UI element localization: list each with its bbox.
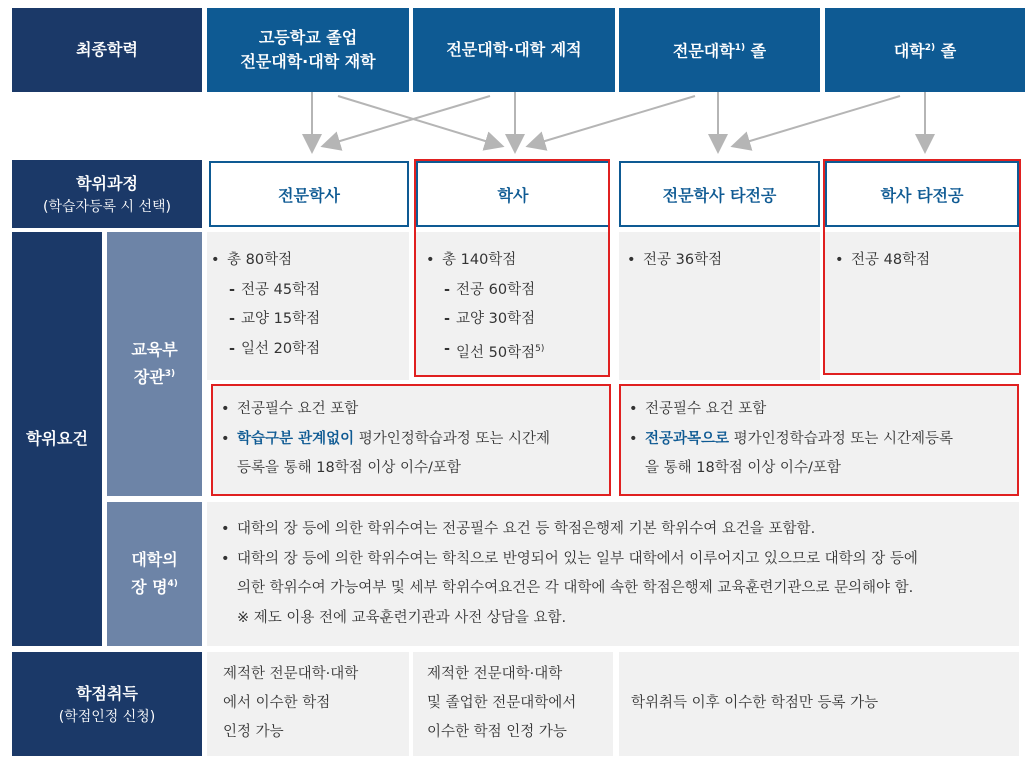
header-univ-grad-label — [894, 36, 956, 63]
univ-note-3: ※ 제도 이용 전에 교육훈련기관과 사전 상담을 요함. — [237, 609, 567, 626]
ministry-label-line1: 교육부 — [131, 340, 178, 360]
left-note-rest: 평가인정학습과정 또는 시간제 — [354, 430, 551, 447]
left-note-line1: • 전공필수 요건 포함 — [217, 395, 609, 425]
header-univ-text: 대학 — [893, 41, 925, 61]
course-associate[interactable] — [209, 161, 409, 227]
credit-c2-line1: 제적한 전문대학·대학 — [427, 666, 563, 682]
right-note-line3: 을 통해 18학점 이상 이수/포함 — [645, 460, 841, 476]
right-note-highlight: 전공과목으로 — [645, 430, 730, 447]
header-dropout-label: 전문대학·대학 제적 — [446, 40, 582, 59]
credit-header — [12, 652, 202, 756]
ministry-label-cell — [107, 232, 202, 496]
bach-general-text: 일선 50학점 — [456, 344, 536, 361]
degree-course-header — [12, 160, 202, 228]
final-education-label: 최종학력 — [76, 40, 138, 59]
univ-sup: 4) — [167, 579, 178, 590]
credit-sub: (학점인정 신청) — [58, 709, 156, 725]
univ-note-2a: • 대학의 장 등에 의한 학위수여는 학칙으로 반영되어 있는 일부 대학에서 이루어지고 있으므로 대학의 장 등에 — [217, 545, 1019, 575]
degree-req-label: 학위요건 — [26, 429, 88, 448]
assoc-credits-cell — [207, 232, 409, 380]
bach-total: • 총 140학점 — [422, 246, 608, 276]
course-associate-other-major[interactable] — [619, 161, 820, 227]
final-education-header — [12, 8, 202, 92]
header-highschool-line2: 전문대학·대학 재학 — [240, 52, 376, 71]
bach-general-sup: 5) — [535, 343, 545, 354]
credit-c3-text: 학위취득 이후 이수한 학점만 등록 가능 — [631, 695, 879, 712]
assoc-major: - 전공 45학점 — [207, 276, 409, 306]
left-note-line2 — [217, 425, 609, 455]
bach-other-credits-cell — [825, 232, 1019, 373]
assoc-general: - 일선 20학점 — [207, 335, 409, 365]
bach-major: - 전공 60학점 — [422, 276, 608, 306]
credit-cell-3 — [619, 652, 1019, 756]
credit-c1-line1: 제적한 전문대학·대학 — [223, 666, 359, 682]
assoc-other-credits-cell — [619, 232, 820, 380]
right-note-rest: 평가인정학습과정 또는 시간제등록 — [729, 430, 953, 447]
header-college-text: 전문대학 — [672, 41, 735, 61]
degree-req-header — [12, 232, 102, 646]
ministry-label-line2: 장관 — [133, 367, 165, 387]
left-note-highlight: 학습구분 관계없이 — [237, 430, 355, 447]
univ-label-line2: 장 명 — [131, 577, 168, 597]
credit-c2-line2: 및 졸업한 전문대학에서 — [427, 695, 577, 711]
ministry-sup: 3) — [164, 369, 176, 380]
bach-general — [422, 335, 608, 368]
arrow-college-to-bach — [535, 96, 695, 144]
univ-president-notes — [207, 502, 1019, 646]
header-college-sup: 1) — [734, 43, 746, 54]
ministry-label-line2-wrap — [134, 362, 175, 389]
arrow-drop-to-assoc — [330, 96, 490, 144]
header-highschool — [207, 8, 409, 92]
header-college-grad — [619, 8, 820, 92]
flow-arrows — [0, 92, 1032, 160]
degree-course-label: 학위과정 — [76, 174, 138, 193]
right-note-line2 — [625, 425, 1017, 455]
course-associate-other-label: 전문학사 타전공 — [662, 185, 777, 205]
course-bachelor-other-label: 학사 타전공 — [880, 185, 964, 205]
course-associate-label: 전문학사 — [278, 185, 340, 205]
header-dropout — [413, 8, 615, 92]
header-univ-sup: 2) — [924, 43, 936, 54]
arrow-univ-to-assoc-other — [740, 96, 900, 144]
credit-cell-1 — [207, 652, 409, 756]
univ-note-2b: 의한 학위수여 가능여부 및 세부 학위수여요건은 각 대학에 속한 학점은행제 교육훈련기관으로 문의해야 함. — [237, 580, 914, 596]
arrow-hs-to-bach — [338, 96, 495, 144]
assoc-total: • 총 80학점 — [207, 246, 409, 276]
header-univ-tail: 졸 — [935, 41, 957, 61]
credit-label: 학점취득 — [76, 684, 138, 703]
course-bachelor-label: 학사 — [497, 185, 529, 205]
credit-c1-line3: 인정 가능 — [223, 724, 284, 740]
left-major-req-note — [211, 384, 611, 496]
assoc-other-major: • 전공 36학점 — [623, 246, 820, 276]
right-major-req-note — [619, 384, 1019, 496]
degree-course-sub: (학습자등록 시 선택) — [42, 199, 172, 215]
bach-credits-cell — [416, 232, 608, 375]
bach-other-major: • 전공 48학점 — [831, 246, 1019, 276]
univ-label-line1: 대학의 — [131, 550, 178, 570]
univ-president-label-cell — [107, 502, 202, 646]
header-college-tail: 졸 — [745, 41, 767, 61]
credit-cell-2 — [413, 652, 613, 756]
header-college-grad-label — [673, 36, 766, 63]
credit-c1-line2: 에서 이수한 학점 — [223, 695, 331, 711]
left-note-line3: 등록을 통해 18학점 이상 이수/포함 — [237, 460, 461, 476]
credit-c2-line3: 이수한 학점 인정 가능 — [427, 724, 567, 740]
right-note-line1: • 전공필수 요건 포함 — [625, 395, 1017, 425]
header-highschool-line1: 고등학교 졸업 — [258, 28, 358, 47]
bach-liberal: - 교양 30학점 — [422, 305, 608, 335]
assoc-liberal: - 교양 15학점 — [207, 305, 409, 335]
header-univ-grad — [825, 8, 1025, 92]
univ-label-line2-wrap — [131, 572, 178, 599]
univ-note-1: • 대학의 장 등에 의한 학위수여는 전공필수 요건 등 학점은행제 기본 학위수여 요건을 포함함. — [217, 515, 1019, 545]
